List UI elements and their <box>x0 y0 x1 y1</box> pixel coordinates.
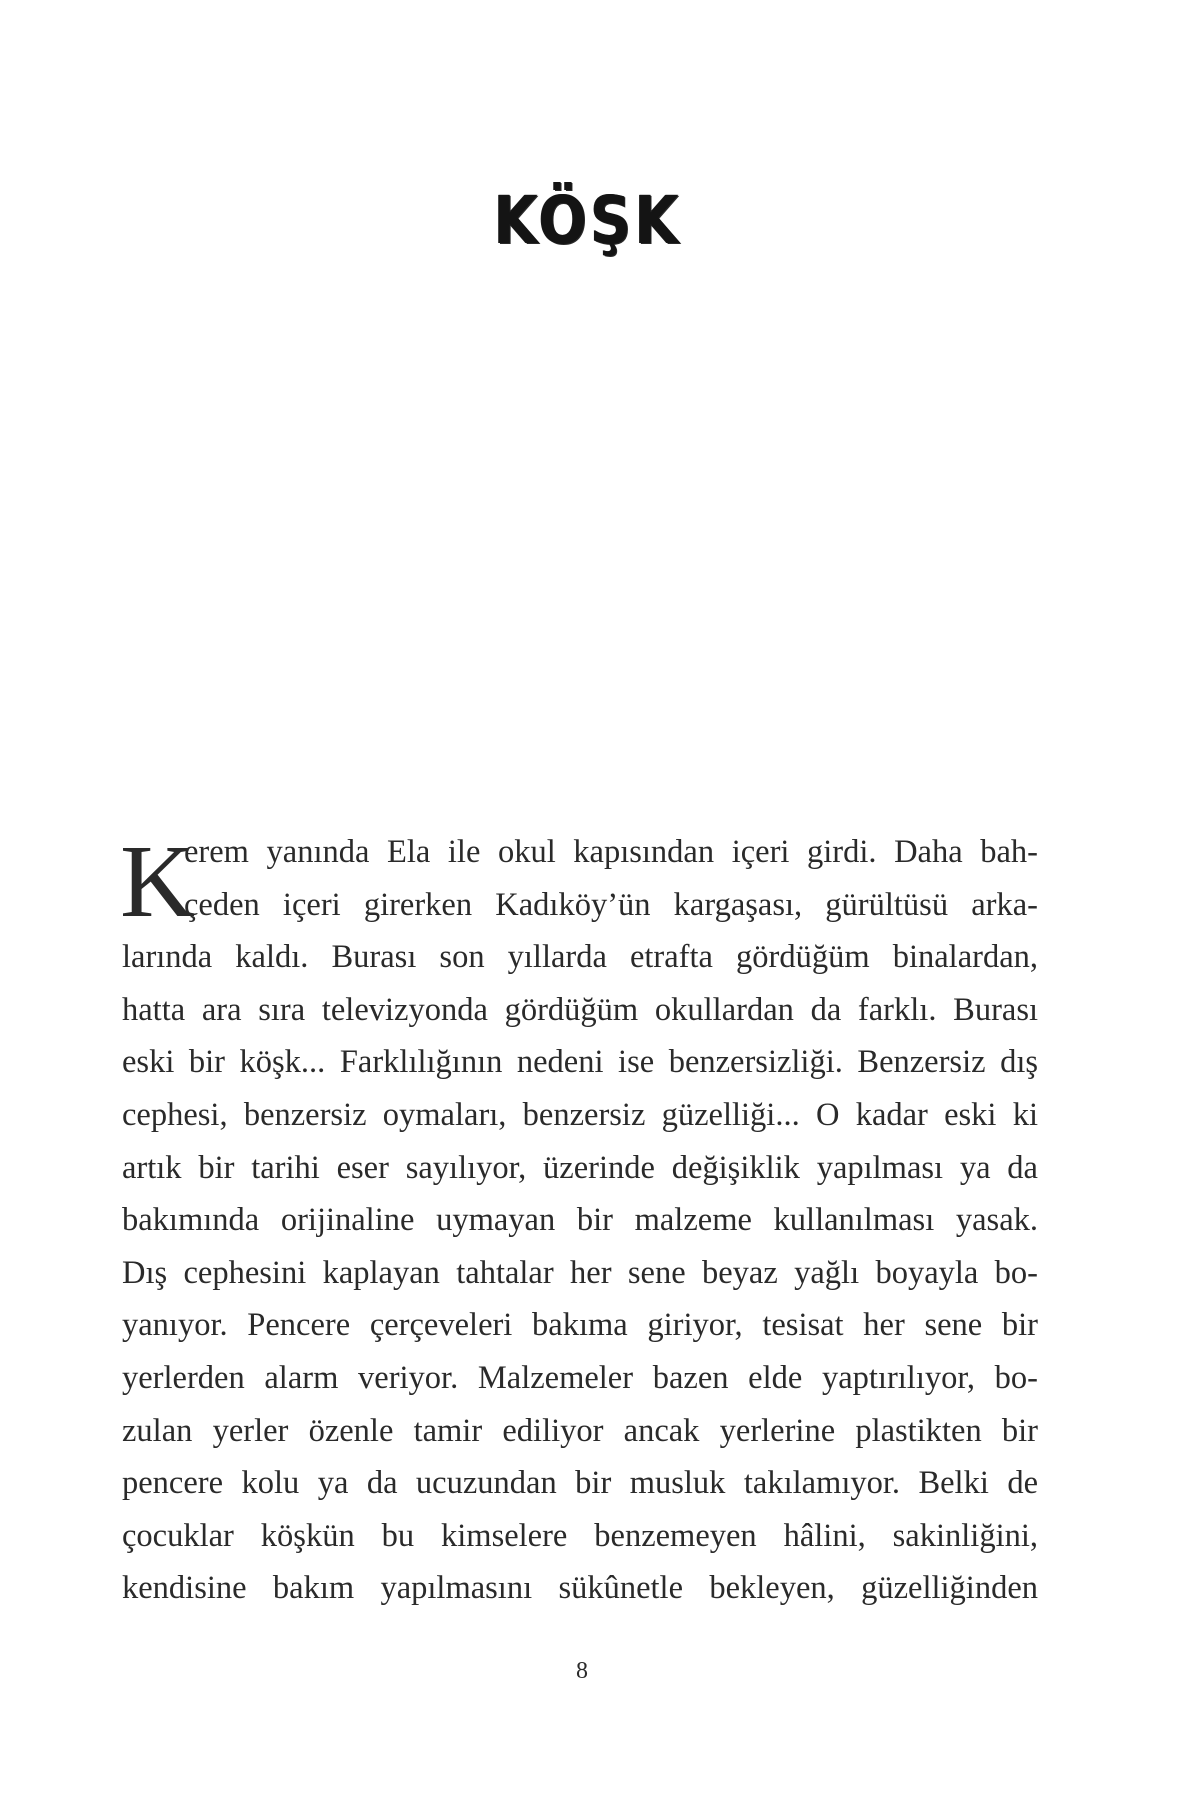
text-line: yanıyor. Pencere çerçeveleri bakıma giriyor, tesisat her sene bir <box>122 1307 1038 1344</box>
text-line: artık bir tarihi eser sayılıyor, üzerinde değişiklik yapılması ya da <box>122 1149 1038 1186</box>
text-line: larında kaldı. Burası son yıllarda etrafta gördüğüm binalardan, <box>122 939 1038 976</box>
chapter-title: KÖŞK <box>493 182 683 259</box>
text-line: pencere kolu ya da ucuzundan bir musluk takılamıyor. Belki de <box>122 1465 1038 1502</box>
text-line: hatta ara sıra televizyonda gördüğüm okullardan da farklı. Burası <box>122 991 1038 1028</box>
text-line: çeden içeri girerken Kadıköy’ün kargaşası, gürültüsü arka- <box>184 886 1038 923</box>
page-number: 8 <box>576 1658 588 1684</box>
text-line: Dış cephesini kaplayan tahtalar her sene beyaz yağlı boyayla bo- <box>122 1254 1038 1291</box>
body-text <box>122 826 1038 1615</box>
text-line: kendisine bakım yapılmasını sükûnetle bekleyen, güzelliğinden <box>122 1570 1038 1607</box>
text-line: cephesi, benzersiz oymaları, benzersiz güzelliği... O kadar eski ki <box>122 1096 1038 1133</box>
text-line: yerlerden alarm veriyor. Malzemeler bazen elde yaptırılıyor, bo- <box>122 1359 1038 1396</box>
drop-cap: K <box>120 824 196 939</box>
text-line: zulan yerler özenle tamir ediliyor ancak yerlerine plastikten bir <box>122 1412 1038 1449</box>
text-line: eski bir köşk... Farklılığının nedeni ise benzersizliği. Benzersiz dış <box>122 1044 1038 1081</box>
text-line: erem yanında Ela ile okul kapısından içeri girdi. Daha bah- <box>184 834 1038 870</box>
text-line: bakımında orijinaline uymayan bir malzeme kullanılması yasak. <box>122 1202 1038 1239</box>
text-line: çocuklar köşkün bu kimselere benzemeyen hâlini, sakinliğini, <box>122 1517 1038 1554</box>
